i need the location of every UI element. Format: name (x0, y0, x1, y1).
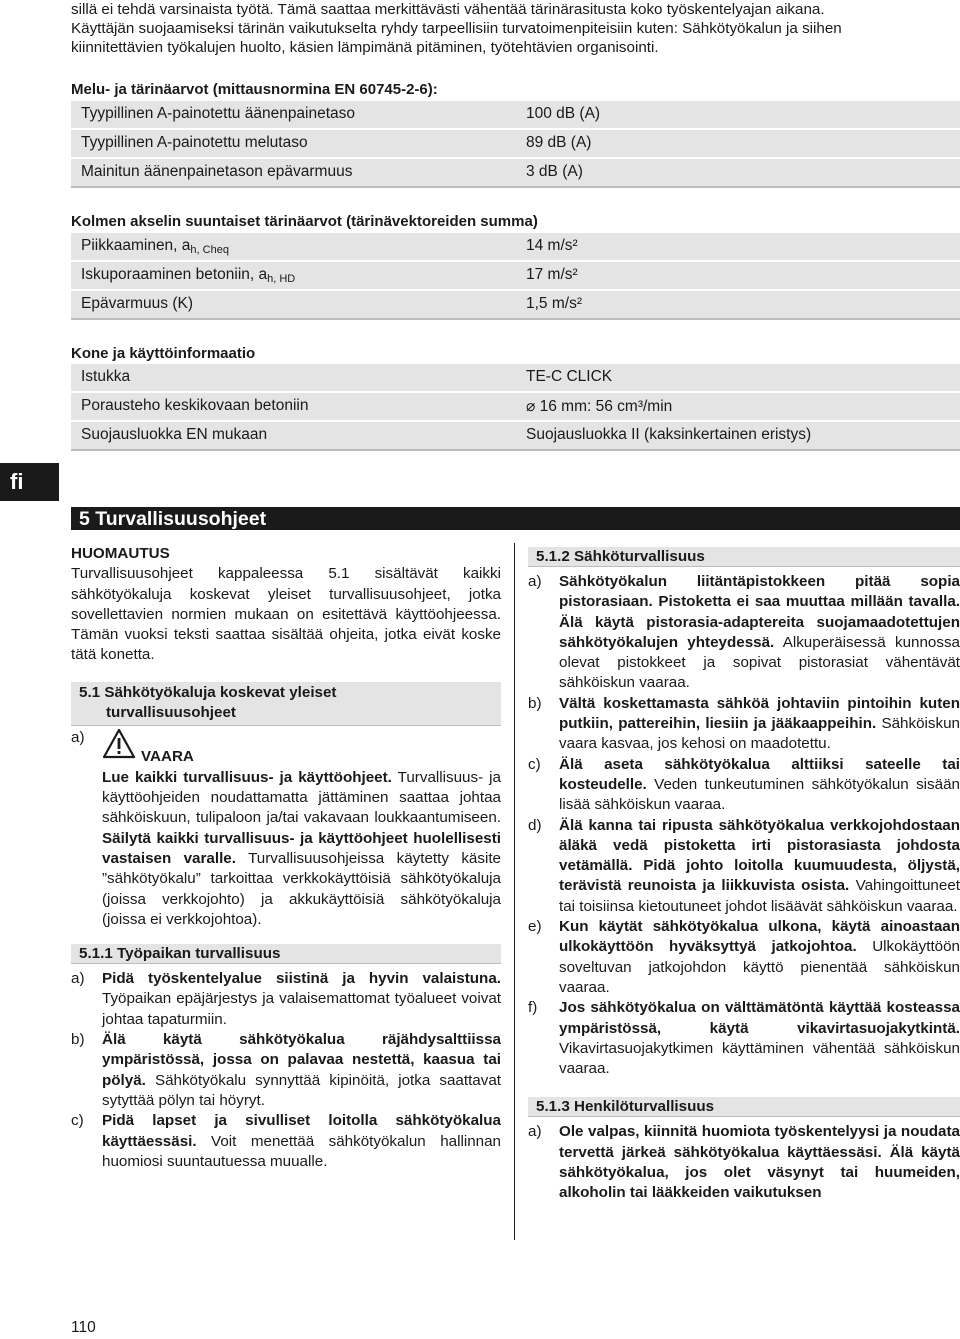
list-item: b) Älä käytä sähkötyökalua räjähdysalttiissa ympäristössä, jossa on palavaa nestettä, kaasua tai pölyä. Sähkötyökalu synnyttää kipinöitä, jotka saattavat sytyttää pölyn tai höyryt. (71, 1031, 501, 1109)
table-cell-value: ⌀ 16 mm: 56 cm³/min (526, 398, 673, 415)
table-cell-label: Tyypillinen A-painotettu äänenpainetaso (81, 105, 356, 122)
table-row (71, 422, 960, 451)
list-item-label: a) (528, 573, 542, 590)
right-column (528, 547, 960, 1204)
table-cell-label: Porausteho keskikovaan betoniin (81, 397, 309, 414)
intro-line-2: Käyttäjän suojaamiseksi tärinän vaikutukselta ryhdy tarpeellisiin turvatoimenpiteisiin kuten: Sähkötyökalun ja siihen (71, 20, 842, 37)
section-title: 5 Turvallisuusohjeet (71, 507, 960, 530)
vibration-table-title: Kolmen akselin suuntaiset tärinäarvot (tärinävektoreiden summa) (71, 213, 538, 230)
warning-triangle-icon (102, 728, 136, 760)
table-cell-label: Piikkaaminen, $a_{h, Cheq}$ (81, 237, 229, 256)
list-item-label: c) (528, 755, 541, 773)
table-row (71, 364, 960, 393)
list-item: c) Älä aseta sähkötyökalua alttiiksi sateelle tai kosteudelle. Veden tunkeutuminen sähkötyökalun sisään lisää sähköiskun vaaraa. (528, 755, 960, 814)
warning-block (102, 728, 501, 768)
list-item: a) Ole valpas, kiinnitä huomiota työskentelyysi ja noudata tervettä järkeä sähkötyökalua käyttäessäsi. Älä käytä sähkötyökalua, jos olet väsynyt tai huumeiden, alkoholin tai lääkkeiden vaikutuksen (528, 1123, 960, 1202)
table-cell-label: Iskuporaaminen betoniin, $a_{h, HD}$ (81, 266, 296, 285)
list-item: c) Pidä lapset ja sivulliset loitolla sähkötyökalua käyttäessäsi. Voit menettää sähkötyökalun hallinnan huomiosi suuntautuessa muualle. (71, 1112, 501, 1170)
subsection-5-1-1-heading: 5.1.1 Työpaikan turvallisuus (71, 944, 501, 964)
table-cell-value: Suojausluokka II (kaksinkertainen eristys) (526, 426, 812, 443)
subscript: h, Cheq (190, 244, 229, 256)
list-item-label: e) (528, 918, 542, 936)
list-item: d) Älä kanna tai ripusta sähkötyökalua verkkojohdostaan äläkä vedä pistoketta irti pistorasiasta johdosta vetämällä. Pidä johto loitolla kuumuudesta, öljystä, terävistä reunoista ja liikkuvista osista. Vahingoittuneet tai toisiinsa kietoutuneet johdot lisäävät sähköiskun vaaraa. (528, 816, 960, 915)
subsection-5-1-line-2: turvallisuusohjeet (106, 703, 236, 721)
list-item-label: a) (71, 970, 85, 988)
page-number: 110 (71, 1319, 96, 1336)
list-item (71, 728, 501, 930)
intro-line-1: sillä ei tehdä varsinaista työtä. Tämä saattaa merkittävästi vähentää tärinärasitusta koko työskentelyajan aikana. (71, 1, 825, 18)
table-row (71, 101, 960, 130)
subsection-5-1-2-heading: 5.1.2 Sähköturvallisuus (528, 547, 960, 567)
table-row (71, 130, 960, 159)
column-divider (514, 543, 515, 1240)
table-cell-value: TE-C CLICK (526, 368, 613, 385)
table-cell-label: Suojausluokka EN mukaan (81, 426, 268, 443)
table-row (71, 159, 960, 188)
list-item: a) Pidä työskentelyalue siistinä ja hyvin valaistuna. Työpaikan epäjärjestys ja valaisemattomat työalueet voivat johtaa tapaturmiin. (71, 970, 501, 1028)
warning-word: VAARA (141, 747, 194, 765)
table-cell-label: Istukka (81, 368, 131, 385)
table-cell-label: Tyypillinen A-painotettu melutaso (81, 134, 308, 151)
noise-table (71, 101, 960, 188)
machine-table-title: Kone ja käyttöinformaatio (71, 345, 256, 362)
vibration-table (71, 233, 960, 320)
table-row (71, 233, 960, 262)
language-tab: fi (0, 463, 59, 501)
list-item-label: f) (528, 999, 538, 1017)
subsection-5-1-3-heading: 5.1.3 Henkilöturvallisuus (528, 1097, 960, 1117)
table-cell-label: Mainitun äänenpainetason epävarmuus (81, 163, 353, 180)
list-item-label: a) (71, 728, 85, 746)
table-row (71, 291, 960, 320)
notice-heading: HUOMAUTUS (71, 545, 170, 562)
table-cell-value: 3 dB (A) (526, 163, 583, 180)
table-cell-value: 14 m/s² (526, 237, 578, 254)
list-item-label: b) (71, 1031, 85, 1049)
machine-table (71, 364, 960, 451)
list-item: b) Vältä koskettamasta sähköä johtaviin pintoihin kuten putkiin, pattereihin, liesiin ja jääkaappeihin. Sähköiskun vaara kasvaa, jos kehosi on maadotettu. (528, 694, 960, 753)
table-cell-value: 17 m/s² (526, 266, 578, 283)
table-cell-value: 1,5 m/s² (526, 295, 582, 312)
intro-paragraph (71, 0, 960, 57)
intro-line-3: kiinnitettävien työkalujen huolto, käsien lämpimänä pitäminen, työtehtävien organisointi. (71, 39, 659, 56)
list-item-text: Lue kaikki turvallisuus- ja käyttöohjeet. Turvallisuus- ja käyttöohjeiden noudattamatta jättäminen saattaa johtaa sähköiskuun, tulipaloon ja/tai vakavaan loukkaantumiseen. Säilytä kaikki turvallisuus- ja käyttöohjeet huolellisesti vastaisen varalle. Turvallisuusohjeissa käytetty käsite ”sähkötyökalu” tarkoittaa verkkokäyttöisiä sähkötyökaluja (joissa verkkojohto) ja akkukäyttöisiä sähkötyökaluja (joissa ei verkkojohtoa). (102, 768, 502, 928)
left-column (71, 544, 501, 1172)
list-item: a) Sähkötyökalun liitäntäpistokkeen pitää sopia pistorasiaan. Pistoketta ei saa muuttaa millään tavalla. Älä käytä pistorasia-adaptereita suojamaadotettujen sähkötyökalujen yhteydessä. Alkuperäisessä kunnossa olevat pistokkeet ja sopivat pistorasiat vähentävät sähköiskun vaaraa. (528, 573, 960, 692)
table-row (71, 262, 960, 291)
subsection-5-1-heading (71, 682, 501, 726)
table-cell-value: 89 dB (A) (526, 134, 592, 151)
notice-body: Turvallisuusohjeet kappaleessa 5.1 sisältävät kaikki sähkötyökaluja koskevat yleiset turvallisuusohjeet, jotka sovellettavien normien mukaan on esitettävä käyttöohjeessa. Tämän vuoksi teksti saattaa sisältää ohjeita, jotka eivät koske tätä konetta. (71, 565, 501, 664)
list-item-label: c) (71, 1112, 84, 1130)
list-item-label: d) (528, 816, 542, 834)
table-cell-label: Epävarmuus (K) (81, 295, 193, 312)
list-item: f) Jos sähkötyökalua on välttämätöntä käyttää kosteassa ympäristössä, käytä vikavirtasuojakytkintä. Vikavirtasuojakytkimen käyttäminen vähentää sähköiskun vaaraa. (528, 999, 960, 1078)
list-item-label: a) (528, 1123, 542, 1141)
subscript: h, HD (267, 273, 296, 285)
table-row (71, 393, 960, 422)
list-item: e) Kun käytät sähkötyökalua ulkona, käytä ainoastaan ulkokäyttöön hyväksyttyä jatkojohtoa. Ulkokäyttöön soveltuvan jatkojohdon käyttö pienentää sähköiskun vaaraa. (528, 918, 960, 996)
table-cell-value: 100 dB (A) (526, 105, 601, 122)
noise-table-title: Melu- ja tärinäarvot (mittausnormina EN 60745-2-6): (71, 81, 438, 98)
list-item-label: b) (528, 694, 542, 712)
subsection-5-1-line-1: 5.1 Sähkötyökaluja koskevat yleiset (79, 683, 337, 701)
